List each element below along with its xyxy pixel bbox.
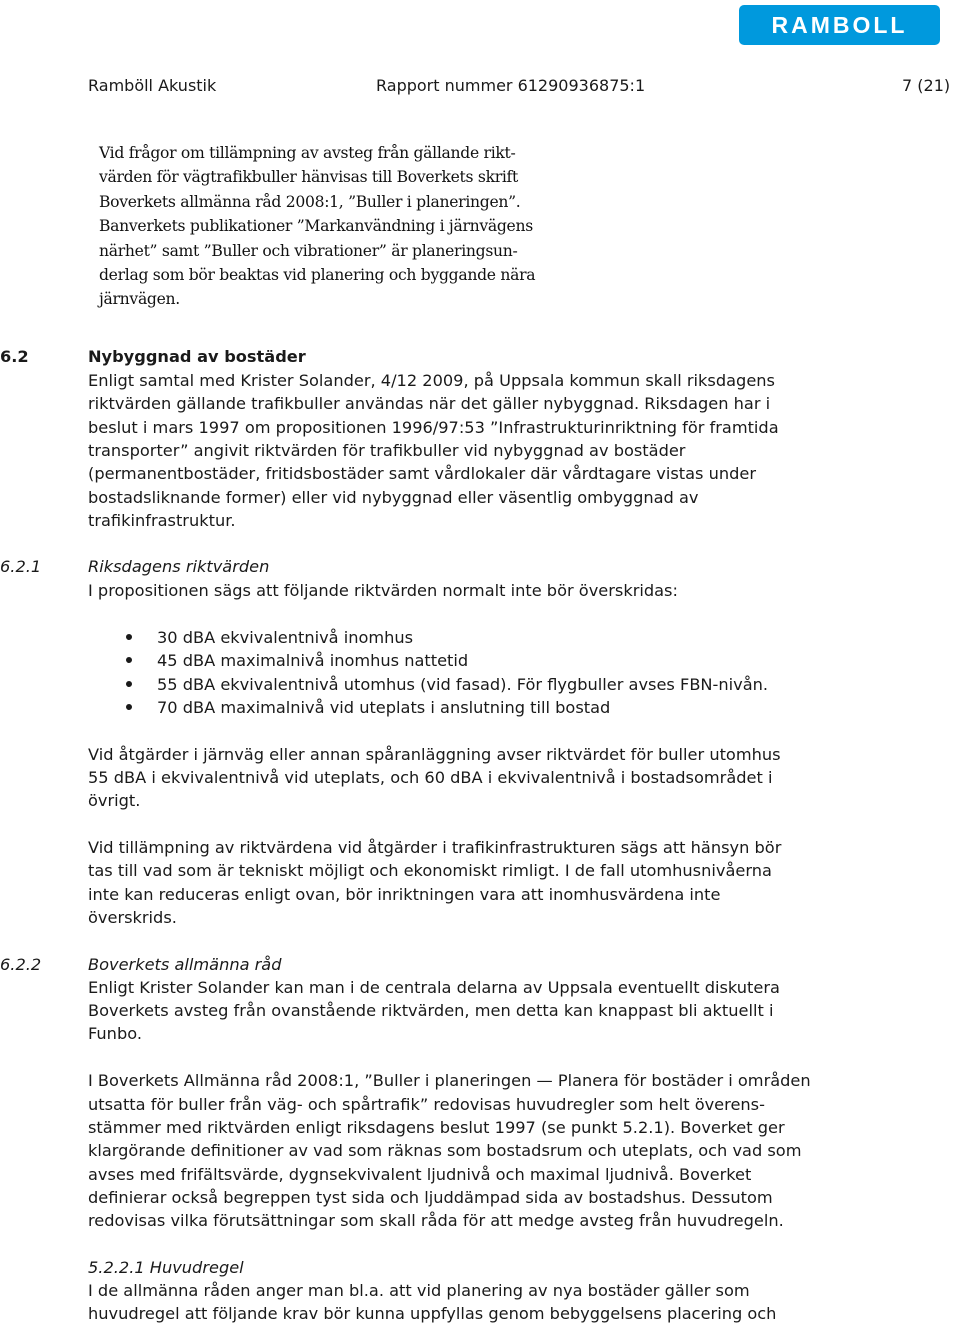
- ramboll-logo: [739, 5, 940, 45]
- paragraph-line: Boverkets avsteg från ovanstående riktvärden, men detta kan knappast bli aktuellt i: [88, 1001, 774, 1020]
- paragraph-line: Enligt samtal med Krister Solander, 4/12 2009, på Uppsala kommun skall riksdagens: [88, 371, 775, 390]
- header-report-number: Rapport nummer 61290936875:1: [376, 76, 646, 95]
- subsection-title: Boverkets allmänna råd: [88, 955, 282, 974]
- quote-line: Banverkets publikationer ”Markanvändning i järnvägens: [99, 217, 533, 236]
- subsection-number: 6.2.1: [0, 557, 42, 576]
- paragraph-line: riktvärden gällande trafikbuller användas när det gäller nybyggnad. Riksdagen har i: [88, 394, 771, 413]
- paragraph-line: övrigt.: [88, 791, 141, 810]
- logo-text: RAMBOLL: [771, 11, 908, 38]
- paragraph-line: Enligt Krister Solander kan man i de centrala delarna av Uppsala eventuellt diskutera: [88, 978, 780, 997]
- paragraph-line: inte kan reduceras enligt ovan, bör inriktningen vara att inomhusvärdena inte: [88, 885, 721, 904]
- paragraph-line: bostadsliknande former) eller vid nybyggnad eller väsentlig ombyggnad av: [88, 488, 699, 507]
- quote-block: [99, 141, 551, 312]
- paragraph-line: 55 dBA i ekvivalentnivå vid uteplats, och 60 dBA i ekvivalentnivå i bostadsområdet i: [88, 768, 773, 787]
- bullet-dot: [126, 657, 132, 663]
- paragraph-line: utsatta för buller från väg- och spårtrafik” redovisas huvudregler som helt överens-: [88, 1095, 765, 1114]
- quote-line: närhet” samt ”Buller och vibrationer” är planeringsun-: [99, 241, 518, 260]
- subsection-number: 6.2.2: [0, 955, 42, 974]
- subsubsection-title: 5.2.2.1 Huvudregel: [88, 1258, 244, 1277]
- paragraph-line: trafikinfrastruktur.: [88, 511, 236, 530]
- subsection-title: Riksdagens riktvärden: [88, 557, 270, 576]
- paragraph-line: I de allmänna råden anger man bl.a. att vid planering av nya bostäder gäller som: [88, 1281, 750, 1300]
- header-company: Ramböll Akustik: [88, 76, 217, 95]
- paragraph-line: överskrids.: [88, 908, 177, 927]
- list-item: 70 dBA maximalnivå vid uteplats i anslutning till bostad: [157, 698, 611, 717]
- paragraph-line: avses med frifältsvärde, dygnsekvivalent ljudnivå och maximal ljudnivå. Boverket: [88, 1165, 752, 1184]
- paragraph-line: I propositionen sägs att följande riktvärden normalt inte bör överskridas:: [88, 581, 678, 600]
- list-item: 45 dBA maximalnivå inomhus nattetid: [157, 651, 469, 670]
- header-page-number: 7 (21): [902, 76, 951, 95]
- paragraph-line: tas till vad som är tekniskt möjligt och ekonomiskt rimligt. I de fall utomhusnivåerna: [88, 861, 772, 880]
- paragraph-line: redovisas vilka förutsättningar som skall råda för att medge avsteg från huvudregeln.: [88, 1211, 784, 1230]
- paragraph-line: Vid tillämpning av riktvärdena vid åtgärder i trafikinfrastrukturen sägs att hänsyn bör: [88, 838, 782, 857]
- paragraph-line: Vid åtgärder i järnväg eller annan spåranläggning avser riktvärdet för buller utomhus: [88, 745, 781, 764]
- quote-line: Vid frågor om tillämpning av avsteg från gällande rikt-: [99, 144, 516, 162]
- quote-line: Boverkets allmänna råd 2008:1, ”Buller i planeringen”.: [99, 192, 521, 211]
- bullet-dot: [126, 704, 132, 710]
- paragraph-line: definierar också begreppen tyst sida och ljuddämpad sida av bostadshus. Dessutom: [88, 1188, 773, 1207]
- paragraph-line: beslut i mars 1997 om propositionen 1996/97:53 ”Infrastrukturinriktning för framtida: [88, 418, 779, 437]
- quote-line: värden för vägtrafikbuller hänvisas till Boverkets skrift: [99, 168, 518, 187]
- bullet-dot: [126, 634, 132, 640]
- quote-line: järnvägen.: [99, 290, 180, 309]
- paragraph-line: Funbo.: [88, 1024, 142, 1043]
- section-title: Nybyggnad av bostäder: [88, 347, 306, 366]
- quote-line: derlag som bör beaktas vid planering och byggande nära: [99, 266, 536, 285]
- paragraph-line: klargörande definitioner av vad som räknas som bostadsrum och uteplats, och vad som: [88, 1141, 802, 1160]
- paragraph-line: (permanentbostäder, fritidsbostäder samt vårdlokaler där vårdtagare vistas under: [88, 464, 757, 483]
- list-item: 30 dBA ekvivalentnivå inomhus: [157, 628, 414, 647]
- paragraph-line: huvudregel att följande krav bör kunna uppfyllas genom bebyggelsens placering och: [88, 1304, 777, 1323]
- section-number: 6.2: [0, 347, 29, 366]
- list-item: 55 dBA ekvivalentnivå utomhus (vid fasad). För flygbuller avses FBN-nivån.: [157, 675, 769, 694]
- paragraph-line: stämmer med riktvärden enligt riksdagens beslut 1997 (se punkt 5.2.1). Boverket ger: [88, 1118, 785, 1137]
- paragraph-line: transporter” angivit riktvärden för trafikbuller vid nybyggnad av bostäder: [88, 441, 686, 460]
- bullet-dot: [126, 681, 132, 687]
- paragraph-line: I Boverkets Allmänna råd 2008:1, ”Buller i planeringen — Planera för bostäder i områden: [88, 1071, 811, 1090]
